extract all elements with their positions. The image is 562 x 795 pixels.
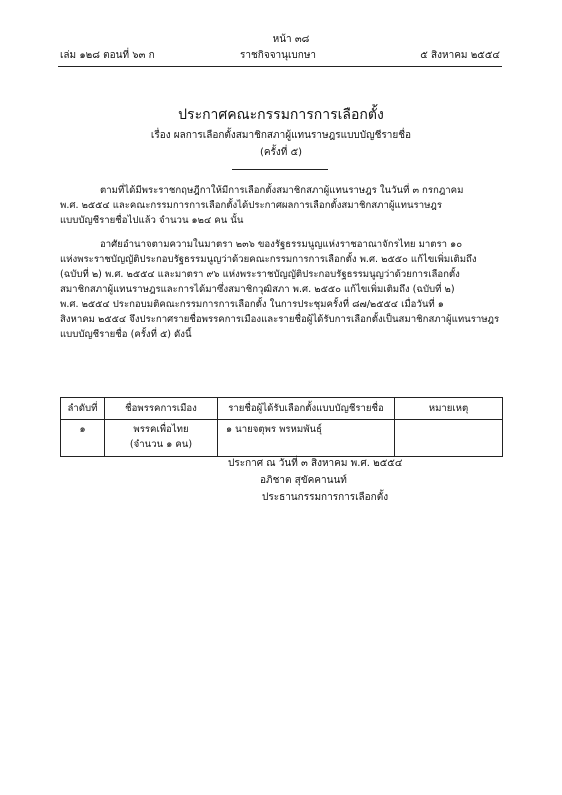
paragraph-line: สิงหาคม ๒๕๕๔ จึงประกาศรายชื่อพรรคการเมืองและรายชื่อผู้ได้รับการเลือกตั้งเป็นสมาชิกสภาผู้แทนราษฎร [60,314,500,325]
document-title: ประกาศคณะกรรมการการเลือกตั้ง [178,107,384,123]
cell-remark [395,420,503,457]
table-header-row [61,398,503,420]
announcement-date: ประกาศ ณ วันที่ ๓ สิงหาคม พ.ศ. ๒๕๕๔ [228,458,403,469]
title-divider [232,169,328,170]
col-header-names: รายชื่อผู้ได้รับเลือกตั้งแบบบัญชีรายชื่อ [218,398,395,420]
gazette-header [60,48,500,64]
cell-party [105,420,218,457]
document-subject: เรื่อง ผลการเลือกตั้งสมาชิกสภาผู้แทนราษฎรแบบบัญชีรายชื่อ [150,130,412,141]
col-header-remark: หมายเหตุ [395,398,503,420]
paragraph-line: ตามที่ได้มีพระราชกฤษฎีกาให้มีการเลือกตั้งสมาชิกสภาผู้แทนราษฎร ในวันที่ ๓ กรกฎาคม [100,185,464,196]
header-divider [58,66,502,67]
gazette-date: ๕ สิงหาคม ๒๕๕๔ [420,50,500,61]
paragraph-line: พ.ศ. ๒๕๕๔ ประกอบมติคณะกรรมการการเลือกตั้ง ในการประชุมครั้งที่ ๘๗/๒๕๕๔ เมื่อวันที่ ๑ [60,299,444,310]
col-header-order: ลำดับที่ [61,398,105,420]
paragraph-line: แบบบัญชีรายชื่อไปแล้ว จำนวน ๑๒๔ คน นั้น [60,215,244,226]
paragraph-line: อาศัยอำนาจตามความในมาตรา ๒๓๖ ของรัฐธรรมนูญแห่งราชอาณาจักรไทย มาตรา ๑๐ [100,239,463,250]
signatory-name: อภิชาต สุขัคคานนท์ [260,475,347,486]
paragraph-line: แบบบัญชีรายชื่อ (ครั้งที่ ๕) ดังนี้ [60,329,192,340]
paragraph-2 [60,237,502,342]
paragraph-line: แห่งพระราชบัญญัติประกอบรัฐธรรมนูญว่าด้วยคณะกรรมการการเลือกตั้ง พ.ศ. ๒๕๕๐ แก้ไขเพิ่มเติมถึง [60,254,477,265]
cell-order: ๑ [61,420,105,457]
paragraph-1 [60,183,502,228]
col-header-party: ชื่อพรรคการเมือง [105,398,218,420]
paragraph-line: พ.ศ. ๒๕๕๔ และคณะกรรมการการเลือกตั้งได้ประกาศผลการเลือกตั้งสมาชิกสภาผู้แทนราษฎร [60,200,443,211]
table-row [61,420,503,457]
volume-issue: เล่ม ๑๒๘ ตอนที่ ๖๓ ก [60,50,155,61]
paragraph-line: สมาชิกสภาผู้แทนราษฎรและการได้มาซึ่งสมาชิกวุฒิสภา พ.ศ. ๒๕๕๐ แก้ไขเพิ่มเติมถึง (ฉบับที่ ๒) [60,284,455,295]
document-round: (ครั้งที่ ๕) [259,147,303,158]
page-number: หน้า ๓๘ [272,34,310,45]
party-count: (จำนวน ๑ คน) [129,439,193,450]
gazette-name: ราชกิจจานุเบกษา [240,50,317,61]
signatory-position: ประธานกรรมการการเลือกตั้ง [262,492,389,503]
results-table [60,397,503,457]
cell-names: ๑ นายจตุพร พรหมพันธุ์ [218,420,395,457]
paragraph-line: (ฉบับที่ ๒) พ.ศ. ๒๕๕๔ และมาตรา ๙๖ แห่งพระราชบัญญัติประกอบรัฐธรรมนูญว่าด้วยการเลือกตั้ง [60,269,460,280]
party-name: พรรคเพื่อไทย [133,424,189,435]
